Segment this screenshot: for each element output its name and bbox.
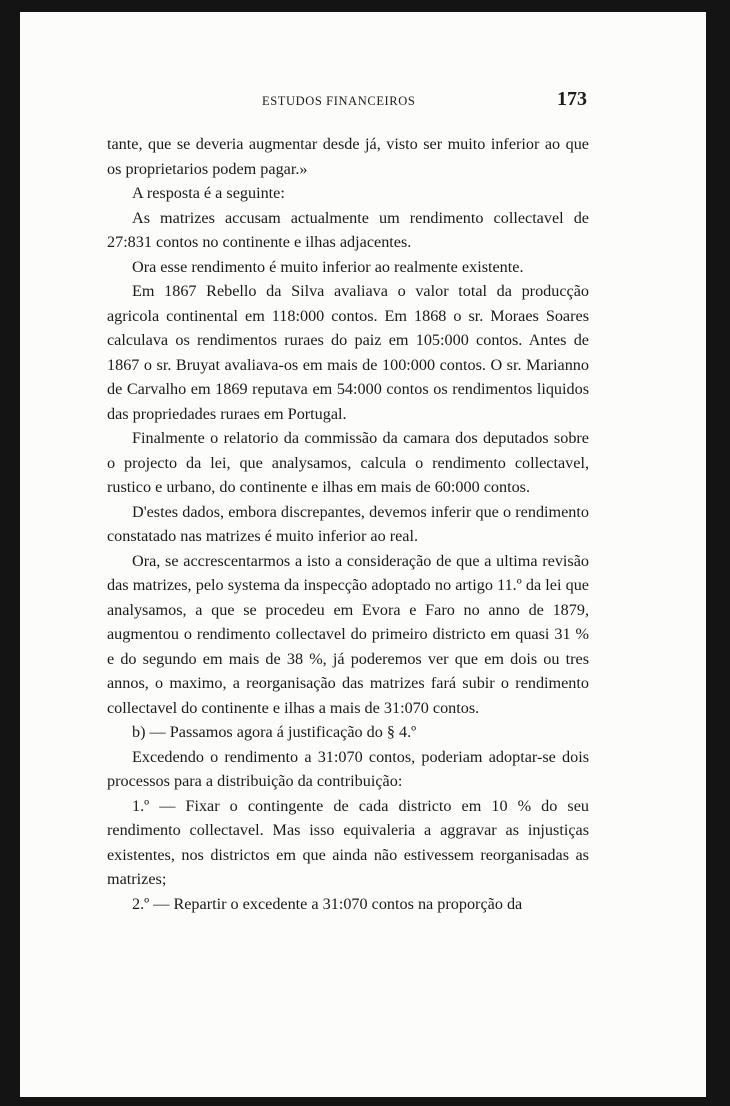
paragraph-matrizes: As matrizes accusam actualmente um rendimento collectavel de 27:831 contos no continente e ilhas adjacentes. bbox=[107, 208, 589, 251]
paragraph-ora-esse: Ora esse rendimento é muito inferior ao realmente existente. bbox=[132, 257, 524, 276]
running-title: ESTUDOS FINANCEIROS bbox=[262, 94, 416, 108]
page-number: 173 bbox=[557, 88, 587, 110]
book-page bbox=[20, 12, 706, 1097]
page-header bbox=[107, 88, 587, 112]
paragraph-resposta: A resposta é a seguinte: bbox=[132, 184, 285, 202]
paragraph-excedendo: Excedendo o rendimento a 31:070 contos, poderiam adoptar-se dois processos para a distribuição da contribuição: bbox=[107, 747, 589, 790]
scanned-page bbox=[20, 12, 706, 1097]
paragraph-continuation: tante, que se deveria augmentar desde já, visto ser muito inferior ao que os proprietarios podem pagar.» bbox=[107, 135, 589, 178]
paragraph-1: 1.º — Fixar o contingente de cada districto em 10 % do seu rendimento collectavel. Mas isso equivaleria a aggravar as injustiças existentes, nos districtos em que ainda não estivessem reorganisadas as matrizes; bbox=[107, 796, 589, 888]
paragraph-2: 2.º — Repartir o excedente a 31:070 contos na proporção da bbox=[132, 894, 523, 913]
body-text bbox=[107, 132, 589, 916]
paragraph-finalmente: Finalmente o relatorio da commissão da camara dos deputados sobre o projecto da lei, que analysamos, calcula o rendimento collectavel, rustico e urbano, do continente e ilhas em mais de 60:000 contos. bbox=[107, 429, 589, 496]
paragraph-ora-accrescentarmos: Ora, se accrescentarmos a isto a consideração de que a ultima revisão das matrizes, pelo systema da inspecção adoptado no artigo 11.º da lei que analysamos, a que se procedeu em Evora e Faro no anno de 1879, augmentou o rendimento collectavel do primeiro districto em quasi 31 % e do segundo em mais de 38 %, já poderemos ver que em dois ou tres annos, o maximo, a reorganisação das matrizes fará subir o rendimento collectavel do continente e ilhas a mais de 31:070 contos. bbox=[107, 551, 589, 717]
paragraph-b: b) — Passamos agora á justificação do § 4.º bbox=[132, 723, 417, 741]
paragraph-1867: Em 1867 Rebello da Silva avaliava o valor total da producção agricola continental em 118:000 contos. Em 1868 o sr. Moraes Soares calculava os rendimentos ruraes do paiz em 105:000 contos. Antes de 1867 o sr. Bruyat avaliava-os em mais de 100:000 contos. O sr. Marianno de Carvalho em 1869 reputava em 54:000 contos os rendimentos liquidos das propriedades ruraes em Portugal. bbox=[107, 282, 589, 423]
paragraph-destes-dados: D'estes dados, embora discrepantes, devemos inferir que o rendimento constatado nas matrizes é muito inferior ao real. bbox=[107, 502, 589, 545]
